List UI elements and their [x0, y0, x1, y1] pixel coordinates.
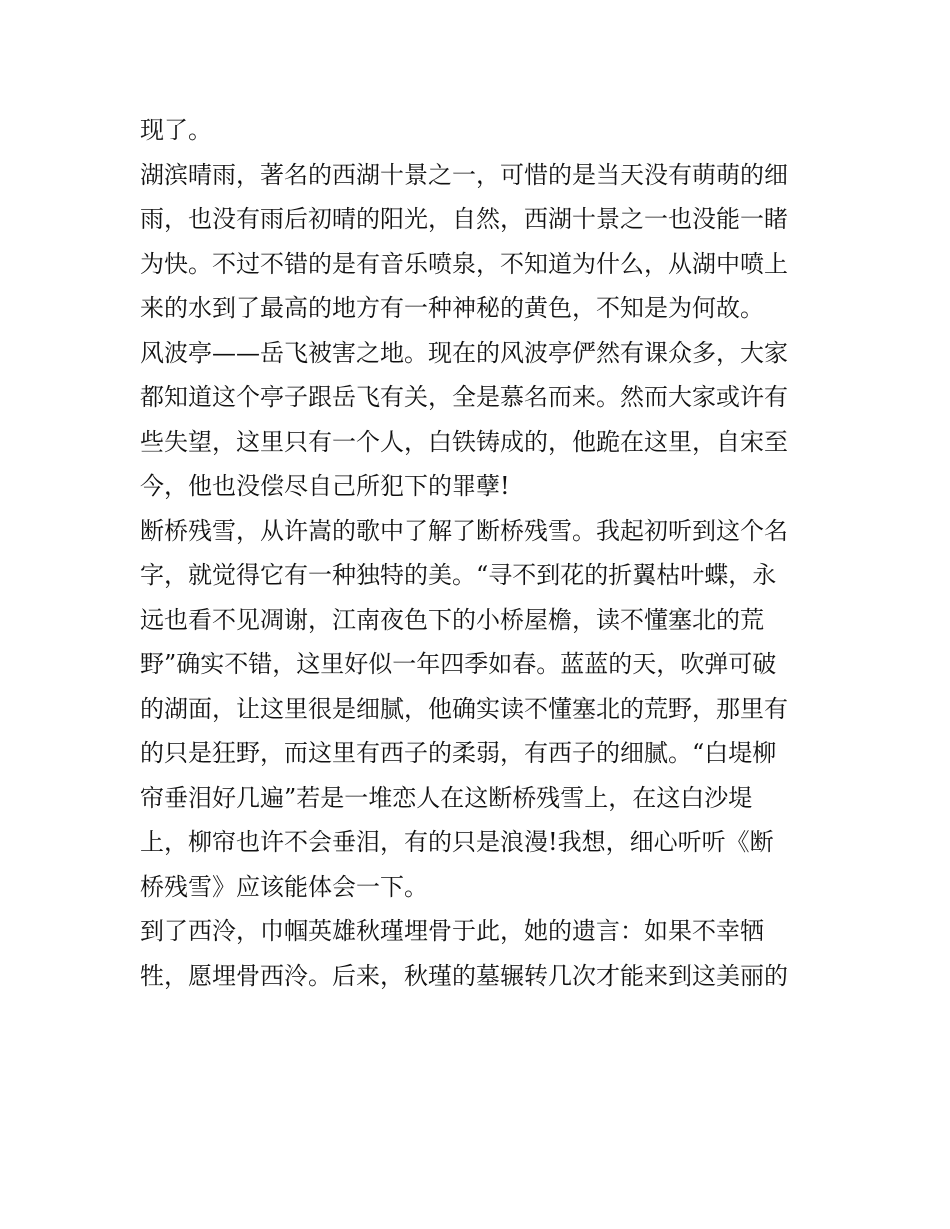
text-line: 湖滨晴雨，著名的西湖十景之一，可惜的是当天没有萌萌的细	[140, 160, 788, 189]
text-line: 远也看不见凋谢，江南夜色下的小桥屋檐，读不懂塞北的荒	[140, 605, 764, 634]
text-line: 的湖面，让这里很是细腻，他确实读不懂塞北的荒野，那里有	[140, 694, 788, 723]
text-line: 到了西泠，巾帼英雄秋瑾埋骨于此，她的遗言：如果不幸牺	[140, 917, 764, 945]
text-line: 现了。	[140, 116, 212, 144]
text-line: 帘垂泪好几遍”若是一堆恋人在这断桥残雪上，在这白沙堤	[140, 783, 753, 812]
text-line: 些失望，这里只有一个人，白铁铸成的，他跪在这里，自宋至	[140, 427, 788, 456]
text-line: 断桥残雪，从许嵩的歌中了解了断桥残雪。我起初听到这个名	[140, 516, 788, 545]
text-line: 字，就觉得它有一种独特的美。“寻不到花的折翼枯叶蝶，永	[140, 561, 777, 589]
text-line: 桥残雪》应该能体会一下。	[140, 872, 428, 901]
text-line: 的只是狂野，而这里有西子的柔弱，有西子的细腻。“白堤柳	[140, 739, 777, 767]
body-text	[140, 108, 820, 998]
text-line: 来的水到了最高的地方有一种神秘的黄色，不知是为何故。	[140, 294, 764, 322]
text-line: 都知道这个亭子跟岳飞有关，全是慕名而来。然而大家或许有	[140, 383, 788, 411]
text-line: 牲，愿埋骨西泠。后来，秋瑾的墓辗转几次才能来到这美丽的	[140, 961, 788, 990]
text-line: 上，柳帘也许不会垂泪，有的只是浪漫!我想，细心听听《断	[140, 828, 774, 856]
text-line: 雨，也没有雨后初晴的阳光，自然，西湖十景之一也没能一睹	[140, 205, 788, 233]
text-line: 野”确实不错，这里好似一年四季如春。蓝蓝的天，吹弹可破	[140, 650, 777, 678]
text-line: 风波亭——岳飞被害之地。现在的风波亭俨然有课众多，大家	[140, 338, 788, 367]
text-line: 今，他也没偿尽自己所犯下的罪孽!	[140, 472, 510, 500]
text-line: 为快。不过不错的是有音乐喷泉，不知道为什么，从湖中喷上	[140, 249, 788, 278]
